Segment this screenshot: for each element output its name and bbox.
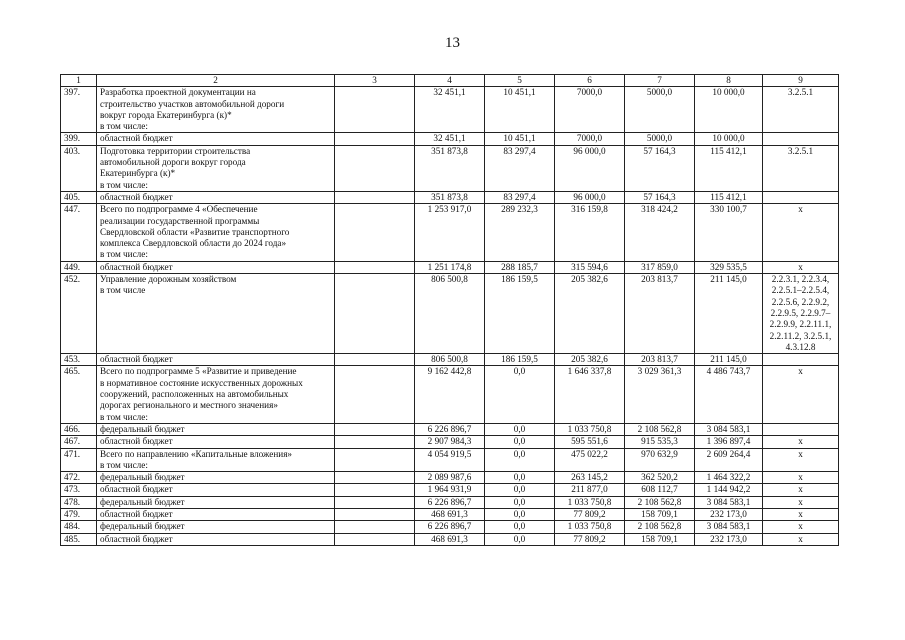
cell-col-4: 1 964 931,9 bbox=[415, 484, 485, 496]
cell-col-7: 608 112,7 bbox=[625, 484, 695, 496]
cell-col-6: 96 000,0 bbox=[555, 191, 625, 203]
row-number: 449. bbox=[61, 261, 97, 273]
table-row bbox=[61, 521, 839, 533]
cell-col-5: 10 451,1 bbox=[485, 87, 555, 133]
cell-col-8: 232 173,0 bbox=[695, 508, 763, 520]
row-number: 403. bbox=[61, 145, 97, 191]
row-name bbox=[97, 436, 335, 448]
table-row bbox=[61, 484, 839, 496]
cell-col-7: 57 164,3 bbox=[625, 191, 695, 203]
cell-col-8: 115 412,1 bbox=[695, 191, 763, 203]
table-row bbox=[61, 145, 839, 191]
cell-col-5: 0,0 bbox=[485, 366, 555, 423]
cell-col-5: 0,0 bbox=[485, 508, 555, 520]
cell-line: областной бюджет bbox=[100, 261, 173, 272]
cell-col-5: 0,0 bbox=[485, 448, 555, 472]
cell-col-5: 83 297,4 bbox=[485, 145, 555, 191]
cell-line: x bbox=[798, 261, 803, 272]
cell-line: 2.2.9.9, 2.2.11.1, bbox=[769, 319, 832, 330]
table-row bbox=[61, 533, 839, 545]
cell-line: в том числе: bbox=[100, 411, 148, 422]
cell-line: областной бюджет bbox=[100, 508, 173, 519]
row-name bbox=[97, 508, 335, 520]
column-header: 7 bbox=[625, 75, 695, 87]
column-header: 9 bbox=[763, 75, 839, 87]
cell-line: в том числе: bbox=[100, 459, 148, 470]
table-body bbox=[61, 87, 839, 546]
cell-line: x bbox=[798, 436, 803, 447]
cell-col-4: 6 226 896,7 bbox=[415, 496, 485, 508]
cell-col-7: 57 164,3 bbox=[625, 145, 695, 191]
cell-line: x bbox=[798, 448, 803, 459]
cell-col-8: 3 084 583,1 bbox=[695, 496, 763, 508]
row-number: 466. bbox=[61, 423, 97, 435]
cell-col-7: 2 108 562,8 bbox=[625, 521, 695, 533]
cell-col-8: 3 084 583,1 bbox=[695, 423, 763, 435]
cell-col-5: 186 159,5 bbox=[485, 274, 555, 354]
cell-col-9 bbox=[763, 423, 839, 435]
cell-col-4: 32 451,1 bbox=[415, 133, 485, 145]
cell-col-3 bbox=[335, 366, 415, 423]
cell-line: Всего по подпрограмме 5 «Развитие и приведение bbox=[100, 366, 297, 377]
row-number: 485. bbox=[61, 533, 97, 545]
cell-col-6: 263 145,2 bbox=[555, 472, 625, 484]
row-number: 405. bbox=[61, 191, 97, 203]
cell-col-5: 186 159,5 bbox=[485, 354, 555, 366]
cell-col-4: 468 691,3 bbox=[415, 508, 485, 520]
cell-col-6: 1 033 750,8 bbox=[555, 496, 625, 508]
cell-col-4: 6 226 896,7 bbox=[415, 423, 485, 435]
cell-col-4: 2 907 984,3 bbox=[415, 436, 485, 448]
cell-line: 3.2.5.1 bbox=[787, 145, 814, 156]
cell-line: 2.2.3.1, 2.2.3.4, bbox=[771, 274, 830, 285]
cell-col-5: 10 451,1 bbox=[485, 133, 555, 145]
cell-line: x bbox=[798, 508, 803, 519]
row-number: 479. bbox=[61, 508, 97, 520]
cell-col-5: 289 232,3 bbox=[485, 204, 555, 261]
row-number: 473. bbox=[61, 484, 97, 496]
cell-line: в том числе: bbox=[100, 121, 148, 132]
row-number: 447. bbox=[61, 204, 97, 261]
cell-col-7: 362 520,2 bbox=[625, 472, 695, 484]
cell-col-4: 806 500,8 bbox=[415, 274, 485, 354]
table-row bbox=[61, 261, 839, 273]
cell-line: реализации государственной программы bbox=[100, 215, 260, 226]
cell-col-9 bbox=[763, 191, 839, 203]
cell-line: Всего по направлению «Капитальные вложения» bbox=[100, 448, 293, 459]
row-name bbox=[97, 145, 335, 191]
row-name bbox=[97, 533, 335, 545]
cell-line: Свердловской области «Развитие транспортного bbox=[100, 226, 290, 237]
cell-col-3 bbox=[335, 204, 415, 261]
cell-col-7: 318 424,2 bbox=[625, 204, 695, 261]
cell-col-4: 4 054 919,5 bbox=[415, 448, 485, 472]
row-name bbox=[97, 261, 335, 273]
cell-col-5: 0,0 bbox=[485, 423, 555, 435]
cell-col-9 bbox=[763, 354, 839, 366]
cell-line: 2.2.5.1–2.2.5.4, bbox=[771, 285, 830, 296]
row-name bbox=[97, 274, 335, 354]
row-name bbox=[97, 521, 335, 533]
cell-col-7: 5000,0 bbox=[625, 87, 695, 133]
cell-col-9 bbox=[763, 145, 839, 191]
cell-col-8: 10 000,0 bbox=[695, 87, 763, 133]
row-name bbox=[97, 366, 335, 423]
row-number: 472. bbox=[61, 472, 97, 484]
table-row bbox=[61, 274, 839, 354]
cell-line: федеральный бюджет bbox=[100, 472, 185, 483]
row-name bbox=[97, 133, 335, 145]
budget-table bbox=[60, 74, 839, 546]
cell-col-9 bbox=[763, 521, 839, 533]
cell-col-6: 1 646 337,8 bbox=[555, 366, 625, 423]
table-row bbox=[61, 366, 839, 423]
cell-col-8: 211 145,0 bbox=[695, 354, 763, 366]
row-name bbox=[97, 448, 335, 472]
cell-col-3 bbox=[335, 448, 415, 472]
cell-line: x bbox=[798, 366, 803, 377]
cell-line: областной бюджет bbox=[100, 484, 173, 495]
cell-col-8: 329 535,5 bbox=[695, 261, 763, 273]
table-row bbox=[61, 508, 839, 520]
cell-line: в том числе: bbox=[100, 179, 148, 190]
cell-line: 2.2.9.5, 2.2.9.7– bbox=[770, 307, 831, 318]
cell-col-9 bbox=[763, 366, 839, 423]
cell-line: областной бюджет bbox=[100, 354, 173, 365]
cell-col-6: 211 877,0 bbox=[555, 484, 625, 496]
cell-col-3 bbox=[335, 133, 415, 145]
cell-line: x bbox=[798, 472, 803, 483]
column-header: 8 bbox=[695, 75, 763, 87]
cell-col-8: 4 486 743,7 bbox=[695, 366, 763, 423]
cell-line: дорогах регионального и местного значения» bbox=[100, 400, 278, 411]
row-number: 484. bbox=[61, 521, 97, 533]
cell-col-7: 5000,0 bbox=[625, 133, 695, 145]
table-row bbox=[61, 496, 839, 508]
cell-col-4: 1 251 174,8 bbox=[415, 261, 485, 273]
cell-line: 3.2.5.1 bbox=[787, 87, 814, 98]
cell-line: Управление дорожным хозяйством bbox=[100, 274, 237, 285]
cell-col-4: 6 226 896,7 bbox=[415, 521, 485, 533]
row-number: 467. bbox=[61, 436, 97, 448]
cell-col-9 bbox=[763, 274, 839, 354]
cell-line: 2.2.11.2, 3.2.5.1, bbox=[769, 330, 832, 341]
cell-col-6: 595 551,6 bbox=[555, 436, 625, 448]
cell-line: комплекса Свердловской области до 2024 года» bbox=[100, 238, 287, 249]
column-header: 1 bbox=[61, 75, 97, 87]
cell-col-5: 83 297,4 bbox=[485, 191, 555, 203]
cell-col-8: 2 609 264,4 bbox=[695, 448, 763, 472]
cell-col-4: 468 691,3 bbox=[415, 533, 485, 545]
cell-col-4: 806 500,8 bbox=[415, 354, 485, 366]
cell-col-3 bbox=[335, 145, 415, 191]
row-number: 397. bbox=[61, 87, 97, 133]
row-name bbox=[97, 191, 335, 203]
cell-col-5: 0,0 bbox=[485, 472, 555, 484]
column-header: 2 bbox=[97, 75, 335, 87]
table-row bbox=[61, 472, 839, 484]
cell-col-9 bbox=[763, 533, 839, 545]
cell-col-6: 205 382,6 bbox=[555, 354, 625, 366]
cell-col-4: 32 451,1 bbox=[415, 87, 485, 133]
cell-line: 4.3.12.8 bbox=[785, 341, 816, 352]
cell-col-5: 0,0 bbox=[485, 436, 555, 448]
cell-col-3 bbox=[335, 508, 415, 520]
cell-line: автомобильной дороги вокруг города bbox=[100, 157, 246, 168]
cell-col-3 bbox=[335, 521, 415, 533]
cell-col-6: 7000,0 bbox=[555, 133, 625, 145]
column-header: 4 bbox=[415, 75, 485, 87]
cell-line: областной бюджет bbox=[100, 533, 173, 544]
cell-line: x bbox=[798, 533, 803, 544]
cell-col-9 bbox=[763, 436, 839, 448]
cell-col-6: 315 594,6 bbox=[555, 261, 625, 273]
table-row bbox=[61, 423, 839, 435]
cell-col-5: 288 185,7 bbox=[485, 261, 555, 273]
cell-col-3 bbox=[335, 472, 415, 484]
cell-col-9 bbox=[763, 508, 839, 520]
cell-col-5: 0,0 bbox=[485, 533, 555, 545]
row-name bbox=[97, 87, 335, 133]
cell-line: областной бюджет bbox=[100, 191, 173, 202]
cell-col-7: 158 709,1 bbox=[625, 533, 695, 545]
cell-col-4: 2 089 987,6 bbox=[415, 472, 485, 484]
row-number: 453. bbox=[61, 354, 97, 366]
row-number: 399. bbox=[61, 133, 97, 145]
cell-col-6: 475 022,2 bbox=[555, 448, 625, 472]
row-number: 465. bbox=[61, 366, 97, 423]
table-row bbox=[61, 354, 839, 366]
row-name bbox=[97, 423, 335, 435]
cell-col-9 bbox=[763, 484, 839, 496]
cell-line: строительство участков автомобильной дороги bbox=[100, 98, 285, 109]
cell-col-3 bbox=[335, 423, 415, 435]
cell-line: в нормативное состояние искусственных дорожных bbox=[100, 377, 303, 388]
column-header: 3 bbox=[335, 75, 415, 87]
cell-line: областной бюджет bbox=[100, 436, 173, 447]
table-row bbox=[61, 436, 839, 448]
cell-col-7: 158 709,1 bbox=[625, 508, 695, 520]
page-number: 13 bbox=[445, 35, 460, 51]
cell-line: в том числе: bbox=[100, 249, 148, 260]
cell-col-7: 203 813,7 bbox=[625, 274, 695, 354]
cell-line: x bbox=[798, 204, 803, 215]
table-row bbox=[61, 204, 839, 261]
cell-line: x bbox=[798, 521, 803, 532]
cell-col-4: 9 162 442,8 bbox=[415, 366, 485, 423]
cell-line: x bbox=[798, 496, 803, 507]
cell-col-9 bbox=[763, 133, 839, 145]
cell-col-8: 1 464 322,2 bbox=[695, 472, 763, 484]
cell-col-7: 915 535,3 bbox=[625, 436, 695, 448]
cell-col-9 bbox=[763, 448, 839, 472]
cell-col-3 bbox=[335, 484, 415, 496]
row-name bbox=[97, 496, 335, 508]
column-header: 6 bbox=[555, 75, 625, 87]
cell-col-6: 1 033 750,8 bbox=[555, 423, 625, 435]
cell-col-8: 211 145,0 bbox=[695, 274, 763, 354]
cell-col-3 bbox=[335, 496, 415, 508]
cell-col-8: 1 396 897,4 bbox=[695, 436, 763, 448]
row-name bbox=[97, 204, 335, 261]
cell-col-8: 232 173,0 bbox=[695, 533, 763, 545]
cell-line: Екатеринбурга (к)* bbox=[100, 168, 176, 179]
cell-col-3 bbox=[335, 261, 415, 273]
table-row bbox=[61, 87, 839, 133]
cell-col-3 bbox=[335, 274, 415, 354]
table-row bbox=[61, 191, 839, 203]
cell-col-7: 970 632,9 bbox=[625, 448, 695, 472]
cell-line: областной бюджет bbox=[100, 133, 173, 144]
cell-col-3 bbox=[335, 354, 415, 366]
cell-col-9 bbox=[763, 261, 839, 273]
row-number: 478. bbox=[61, 496, 97, 508]
cell-col-5: 0,0 bbox=[485, 521, 555, 533]
cell-line: федеральный бюджет bbox=[100, 496, 185, 507]
cell-col-6: 316 159,8 bbox=[555, 204, 625, 261]
cell-col-9 bbox=[763, 472, 839, 484]
row-number: 452. bbox=[61, 274, 97, 354]
cell-col-8: 115 412,1 bbox=[695, 145, 763, 191]
cell-line: сооружений, расположенных на автомобильных bbox=[100, 389, 289, 400]
cell-line: Подготовка территории строительства bbox=[100, 145, 251, 156]
cell-col-3 bbox=[335, 436, 415, 448]
cell-col-8: 3 084 583,1 bbox=[695, 521, 763, 533]
cell-col-8: 1 144 942,2 bbox=[695, 484, 763, 496]
cell-col-7: 317 859,0 bbox=[625, 261, 695, 273]
cell-col-6: 77 809,2 bbox=[555, 533, 625, 545]
cell-line: Разработка проектной документации на bbox=[100, 87, 256, 98]
cell-col-9 bbox=[763, 204, 839, 261]
cell-line: федеральный бюджет bbox=[100, 521, 185, 532]
cell-col-5: 0,0 bbox=[485, 496, 555, 508]
row-number: 471. bbox=[61, 448, 97, 472]
table-row bbox=[61, 448, 839, 472]
row-name bbox=[97, 354, 335, 366]
cell-col-3 bbox=[335, 87, 415, 133]
cell-col-7: 2 108 562,8 bbox=[625, 496, 695, 508]
cell-line: x bbox=[798, 484, 803, 495]
cell-col-6: 96 000,0 bbox=[555, 145, 625, 191]
cell-col-8: 10 000,0 bbox=[695, 133, 763, 145]
cell-col-6: 77 809,2 bbox=[555, 508, 625, 520]
cell-col-7: 3 029 361,3 bbox=[625, 366, 695, 423]
cell-line: в том числе bbox=[100, 285, 146, 296]
cell-col-4: 351 873,8 bbox=[415, 145, 485, 191]
row-name bbox=[97, 484, 335, 496]
row-name bbox=[97, 472, 335, 484]
cell-col-6: 205 382,6 bbox=[555, 274, 625, 354]
cell-col-9 bbox=[763, 87, 839, 133]
cell-col-7: 203 813,7 bbox=[625, 354, 695, 366]
cell-line: Всего по подпрограмме 4 «Обеспечение bbox=[100, 204, 258, 215]
cell-col-9 bbox=[763, 496, 839, 508]
cell-col-7: 2 108 562,8 bbox=[625, 423, 695, 435]
cell-col-6: 1 033 750,8 bbox=[555, 521, 625, 533]
cell-col-8: 330 100,7 bbox=[695, 204, 763, 261]
cell-col-6: 7000,0 bbox=[555, 87, 625, 133]
header-row bbox=[61, 75, 839, 87]
cell-line: федеральный бюджет bbox=[100, 423, 185, 434]
cell-line: вокруг города Екатеринбурга (к)* bbox=[100, 109, 232, 120]
column-header: 5 bbox=[485, 75, 555, 87]
cell-col-5: 0,0 bbox=[485, 484, 555, 496]
table-row bbox=[61, 133, 839, 145]
cell-line: 2.2.5.6, 2.2.9.2, bbox=[771, 296, 830, 307]
cell-col-4: 1 253 917,0 bbox=[415, 204, 485, 261]
cell-col-3 bbox=[335, 533, 415, 545]
cell-col-4: 351 873,8 bbox=[415, 191, 485, 203]
cell-col-3 bbox=[335, 191, 415, 203]
